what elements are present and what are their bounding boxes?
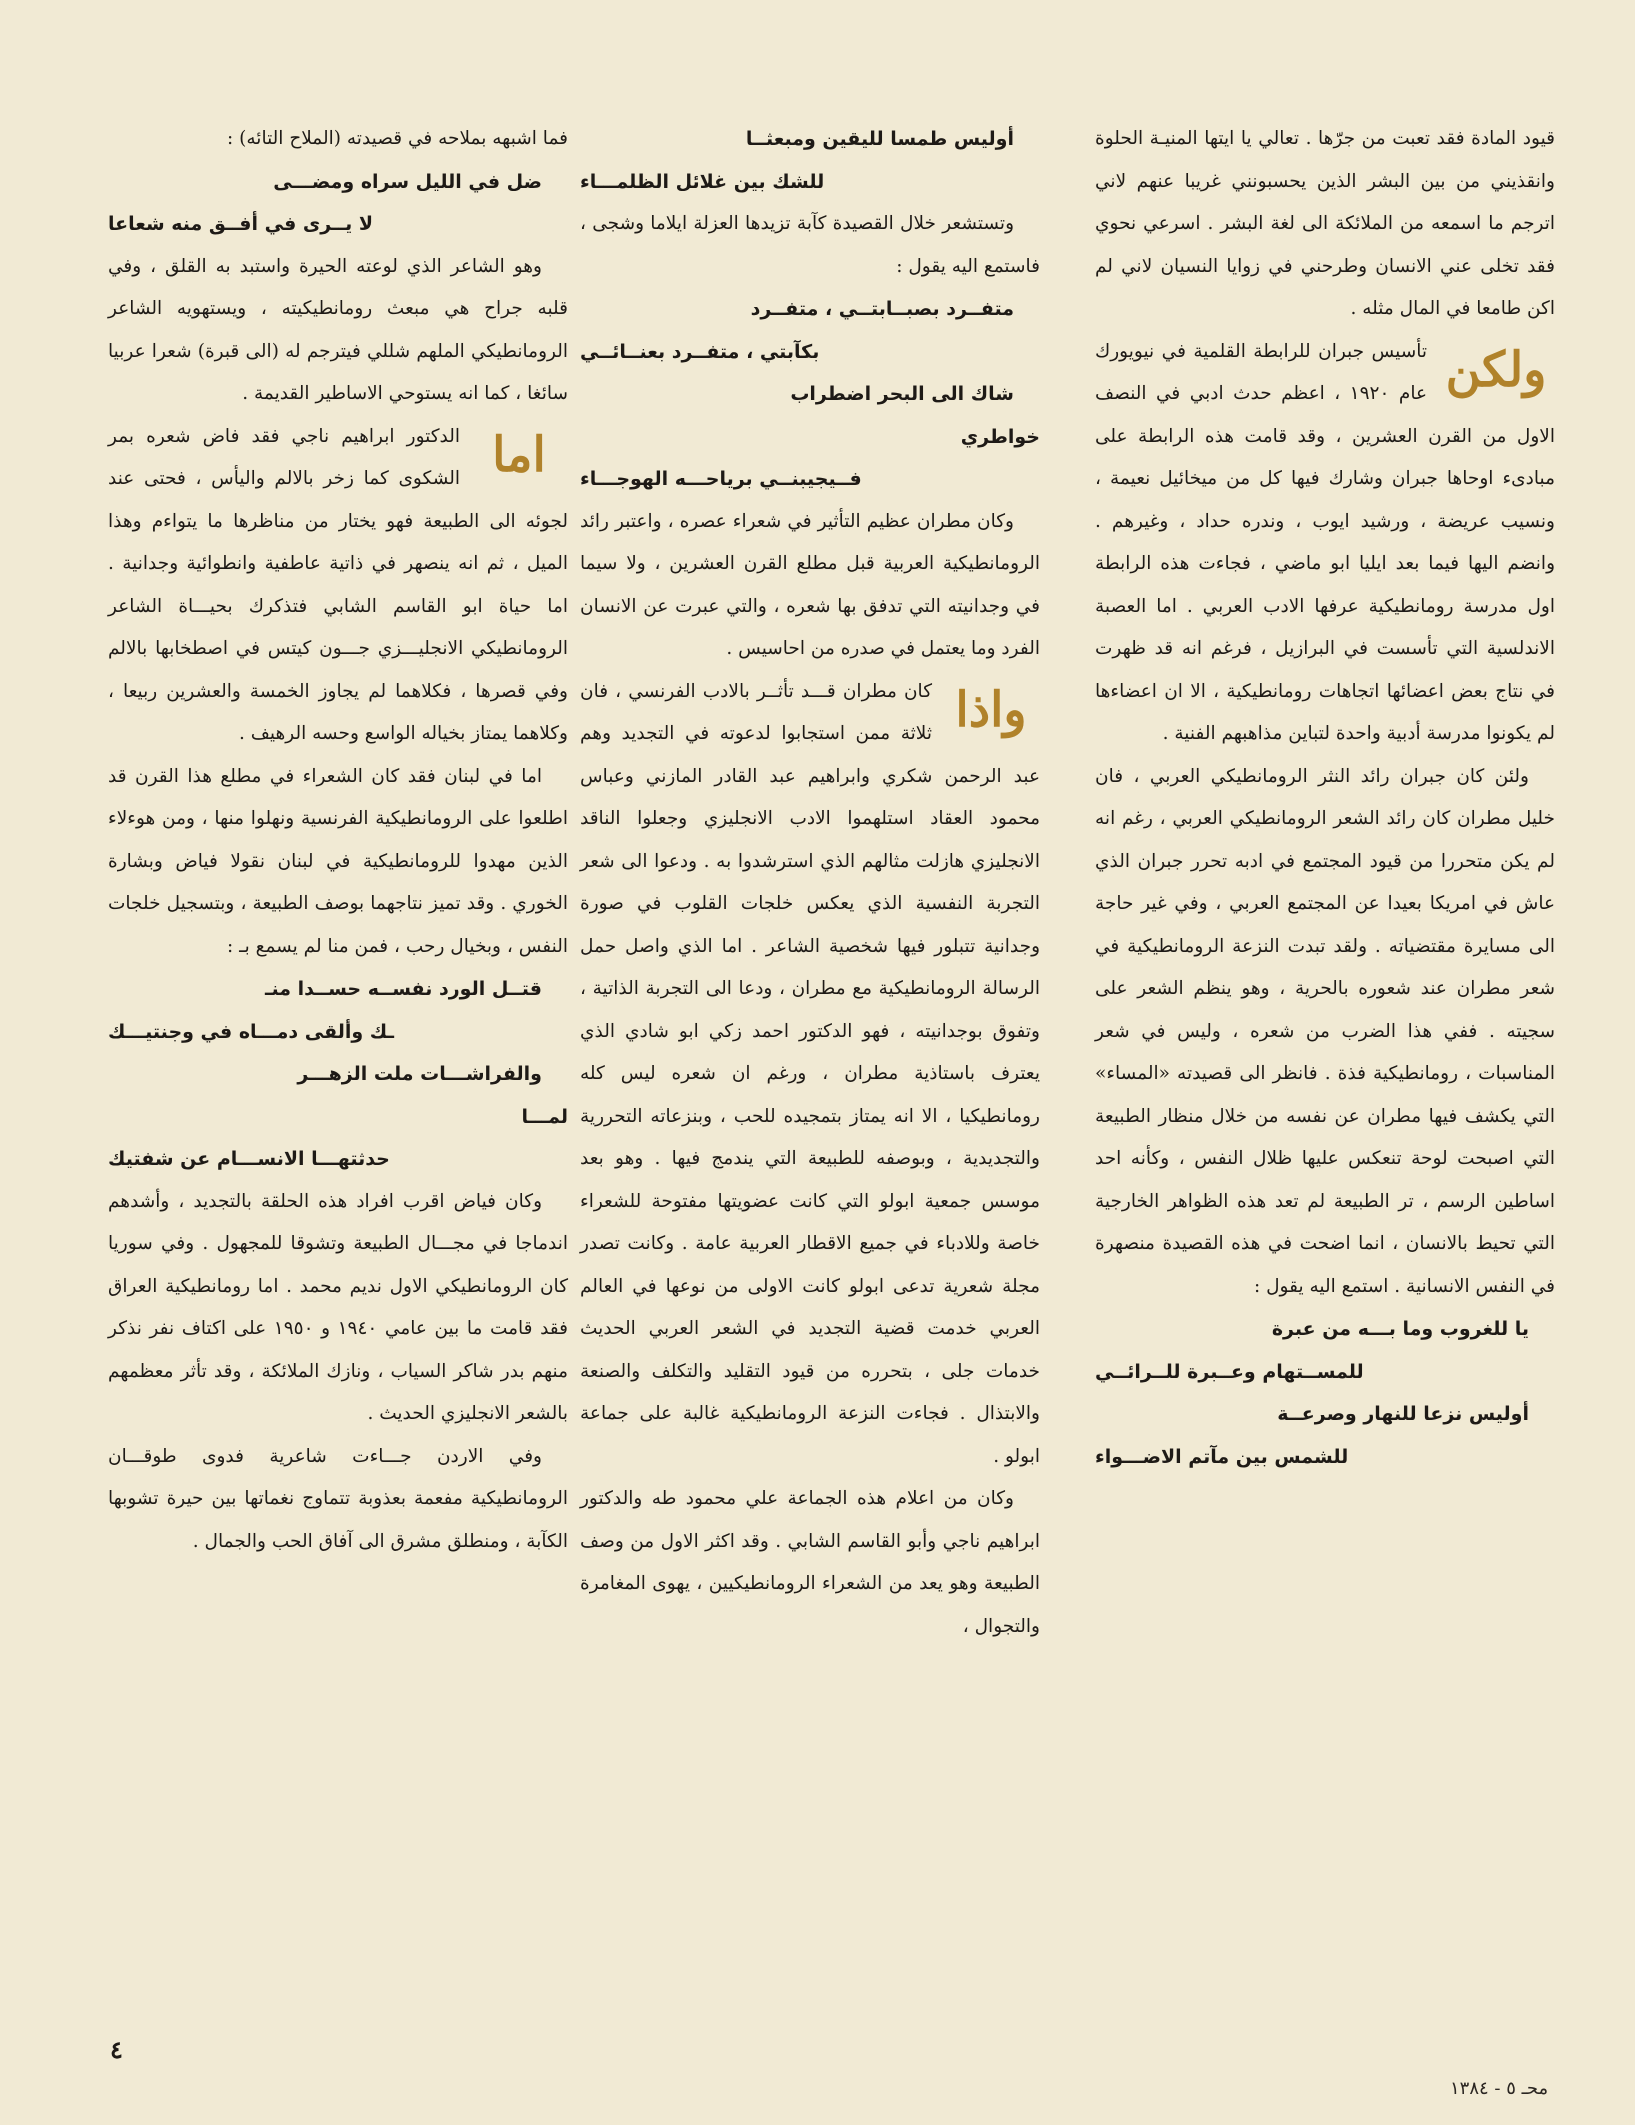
issue-footer: محـ ٥ - ١٣٨٤ xyxy=(1450,2078,1549,2099)
article-column-left xyxy=(108,118,568,1563)
verse-line: والفراشـــات ملت الزهـــر لمـــا xyxy=(297,1063,568,1128)
paragraph-text: تأسيس جبران للرابطة القلمية في نيويورك عام ١٩٢٠ ، اعظم حدث ادبي في النصف الاول من القرن العشرين ، وقد قامت هذه الرابطة على مبادىء اوحاها جبران وشارك فيها كل من ميخائيل نعيمة ، ونسيب عريضة ، ورشيد ايوب ، وندره حداد ، وغيرهم . وانضم اليها فيما بعد ايليا ابو ماضي ، فجاءت هذه الرابطة اول مدرسة رومانطيكية عرفها الادب العربي . اما العصبة الاندلسية التي تأسست في البرازيل ، فرغم انه قد ظهرت في نتاج بعض اعضائها اتجاهات رومانطيكية ، الا ان اعضاءها لم يكونوا مدرسة أدبية واحدة لتباين مذاهبهم الفنية . xyxy=(1095,340,1555,744)
verse-line: أوليس نزعا للنهار وصرعــة xyxy=(1277,1403,1529,1425)
paragraph: ولئن كان جبران رائد النثر الرومانطيكي العربي ، فان خليل مطران كان رائد الشعر الرومانطيكي العربي ، رغم انه لم يكن متحررا من قيود المجتمع في ادبه تحرر جبران الذي عاش في امريكا بعيدا عن المجتمع العربي ، وفي غير حاجة الى مسايرة مقتضياته . ولقد تبدت النزعة الرومانطيكية في شعر مطران عند شعوره بالحرية ، وهو ينظم الشعر على سجيته . ففي هذا الضرب من شعره ، وليس في شعر المناسبات ، رومانطيكية فذة . فانظر الى قصيدته «المساء» التي يكشف فيها مطران عن نفسه من خلال منظار الطبيعة التي اصبحت لوحة تنعكس عليها ظلال النفس ، وكأنه احد اساطين الرسم ، تر الطبيعة لم تعد هذه الظواهر الخارجية التي تحيط بالانسان ، انما اضحت في هذه القصيدة منصهرة في النفس الانسانية . استمع اليه يقول : xyxy=(1095,765,1555,1297)
verse-line: أوليس طمسا لليقين ومبعثــا xyxy=(745,128,1014,150)
paragraph xyxy=(108,416,568,756)
paragraph: وتستشعر خلال القصيدة كآبة تزيدها العزلة ايلاما وشجى ، فاستمع اليه يقول : xyxy=(580,213,1040,277)
verse-line: ـك وألقى دمـــاه في وجنتيـــك xyxy=(108,1020,394,1043)
paragraph: قيود المادة فقد تعبت من جرّها . تعالي يا ايتها المنيـة الحلوة وانقذيني من بين البشر الذين يحسبونني غريبا عنهم لاني اترجم ما اسمعه من الملائكة الى لغة البشر . اسرعي نحوي فقد تخلى عني الانسان وطرحني في زوايا النسيان لاني لم اكن طامعا في المال مثله . xyxy=(1095,128,1555,319)
verse-line: لا يــرى في أفــق منه شعاعا xyxy=(108,213,374,235)
paragraph: وكان فياض اقرب افراد هذه الحلقة بالتجديد ، وأشدهم اندماجا في مجـــال الطبيعة وتشوقا للمجهول . وفي سوريا كان الرومانطيكي الاول نديم محمد . اما رومانطيكية العراق فقد قامت ما بين عامي ١٩٤٠ و ١٩٥٠ على اكتاف نفر نذكر منهم بدر شاكر السياب ، ونازك الملائكة ، وقد تأثر معظمهم بالشعر الانجليزي الحديث . xyxy=(108,1190,568,1424)
verse-line: فــيجيبنــي برياحـــه الهوجـــاء xyxy=(580,468,862,490)
verse-line: قتــل الورد نفســه حســدا منـ xyxy=(264,978,542,1000)
verse-line: للشك بين غلائل الظلمـــاء xyxy=(580,170,825,193)
article-column-right xyxy=(1095,118,1555,1478)
verse-line: متفــرد بصبــابتــي ، متفــرد xyxy=(750,298,1014,320)
paragraph: وفي الاردن جـــاءت شاعرية فدوى طوقـــان الرومانطيكية مفعمة بعذوبة تتماوج نغماتها بين حيرة تشوبها الكآبة ، ومنطلق مشرق الى آفاق الحب والجمال . xyxy=(108,1445,568,1552)
verse-line: حدثتهـــا الانســـام عن شفتيك xyxy=(108,1148,390,1170)
paragraph: فما اشبهه بملاحه في قصيدته (الملاح التائه) : xyxy=(227,128,568,149)
verse-line: يا للغروب وما بـــه من عبرة xyxy=(1271,1318,1529,1340)
paragraph: وهو الشاعر الذي لوعته الحيرة واستبد به القلق ، وفي قلبه جراح هي مبعث رومانطيكيته ، ويستهويه الشاعر الرومانطيكي الملهم شللي فيترجم له (الى قبرة) شعرا عربيا سائغا ، كما انه يستوحي الاساطير القديمة . xyxy=(108,255,568,404)
paragraph xyxy=(580,671,1040,1479)
verse-line: للمســتهام وعــبرة للــرائــي xyxy=(1095,1360,1364,1383)
drop-cap-word: واذا xyxy=(955,681,1027,738)
verse-line: شاك الى البحر اضطراب خواطري xyxy=(790,383,1040,448)
paragraph xyxy=(1095,331,1555,756)
drop-cap-word: ولكن xyxy=(1445,341,1547,398)
verse-line: بكآبتي ، متفــرد بعنــائــي xyxy=(580,340,820,363)
verse-line: ضل في الليل سراه ومضـــى xyxy=(273,170,542,193)
page-number: ٤ xyxy=(110,2035,123,2064)
paragraph-text: كان مطران قـــد تأثــر بالادب الفرنسي ، فان ثلاثة ممن استجابوا لدعوته في التجديد وهم عبد الرحمن شكري وابراهيم عبد القادر المازني وعباس محمود العقاد استلهموا الادب الانجليزي وجعلوا الناقد الانجليزي هازلت مثالهم الذي استرشدوا به . ودعوا الى شعر التجربة النفسية الذي يعكس خلجات القلوب في صورة وجدانية تتبلور فيها شخصية الشاعر . اما الذي واصل حمل الرسالة الرومانطيكية مع مطران ، ودعا الى التجربة الذاتية ، وتفوق بوجدانيته ، فهو الدكتور احمد زكي ابو شادي الذي يعترف باستاذية مطران ، ورغم ان شعره ليس كله رومانطيكيا ، الا انه يمتاز بتمجيده للحب ، وبنزعاته التحررية والتجديدية ، وبوصفه للطبيعة التي يندمج فيها . وهو بعد موسس جمعية ابولو التي كانت عضويتها مفتوحة للشعراء خاصة وللادباء في جميع الاقطار العربية عامة . وكانت تصدر مجلة شعرية تدعى ابولو كانت الاولى من نوعها في العالم العربي خدمت قضية التجديد في الشعر العربي الحديث خدمات جلى ، بتحرره من قيود التقليد والتكلف والصنعة والابتذال . فجاءت النزعة الرومانطيكية غالبة على جماعة ابولو . xyxy=(580,680,1040,1467)
article-column-middle xyxy=(580,118,1040,1648)
paragraph: وكان مطران عظيم التأثير في شعراء عصره ، واعتبر رائد الرومانطيكية العربية قبل مطلع القرن العشرين ، ولا سيما في وجدانيته التي تدفق بها شعره ، والتي عبرت عن الانسان الفرد وما يعتمل في صدره من احاسيس . xyxy=(580,510,1040,659)
paragraph: اما في لبنان فقد كان الشعراء في مطلع هذا القرن قد اطلعوا على الرومانطيكية الفرنسية ونهلوا منها ، ومن هوءلاء الذين مهدوا للرومانطيكية في لبنان نقولا فياض وبشارة الخوري . وقد تميز نتاجهما بوصف الطبيعة ، وبتسجيل خلجات النفس ، وبخيال رحب ، فمن منا لم يسمع بـ : xyxy=(108,765,568,957)
drop-cap-word: اما xyxy=(492,426,546,483)
verse-line: للشمس بين مآتم الاضـــواء xyxy=(1095,1445,1349,1468)
paragraph-text: الدكتور ابراهيم ناجي فقد فاض شعره بمر الشكوى كما زخر بالالم واليأس ، فحتى عند لجوئه الى الطبيعة فهو يختار من مناظرها ما يتواءم وهذا الميل ، ثم انه ينصهر في ذاتية عاطفية وانطوائية وجدانية . اما حياة ابو القاسم الشابي فتذكرك بحيـــاة الشاعر الرومانطيكي الانجليـــزي جـــون كيتس في اصطخابها بالالم وفي قصرها ، فكلاهما لم يجاوز الخمسة والعشرين ربيعا ، وكلاهما يمتاز بخياله الواسع وحسه الرهيف . xyxy=(108,425,568,744)
paragraph: وكان من اعلام هذه الجماعة علي محمود طه والدكتور ابراهيم ناجي وأبو القاسم الشابي . وقد اكثر الاول من وصف الطبيعة وهو يعد من الشعراء الرومانطيكيين ، يهوى المغامرة والتجوال ، xyxy=(580,1488,1040,1637)
